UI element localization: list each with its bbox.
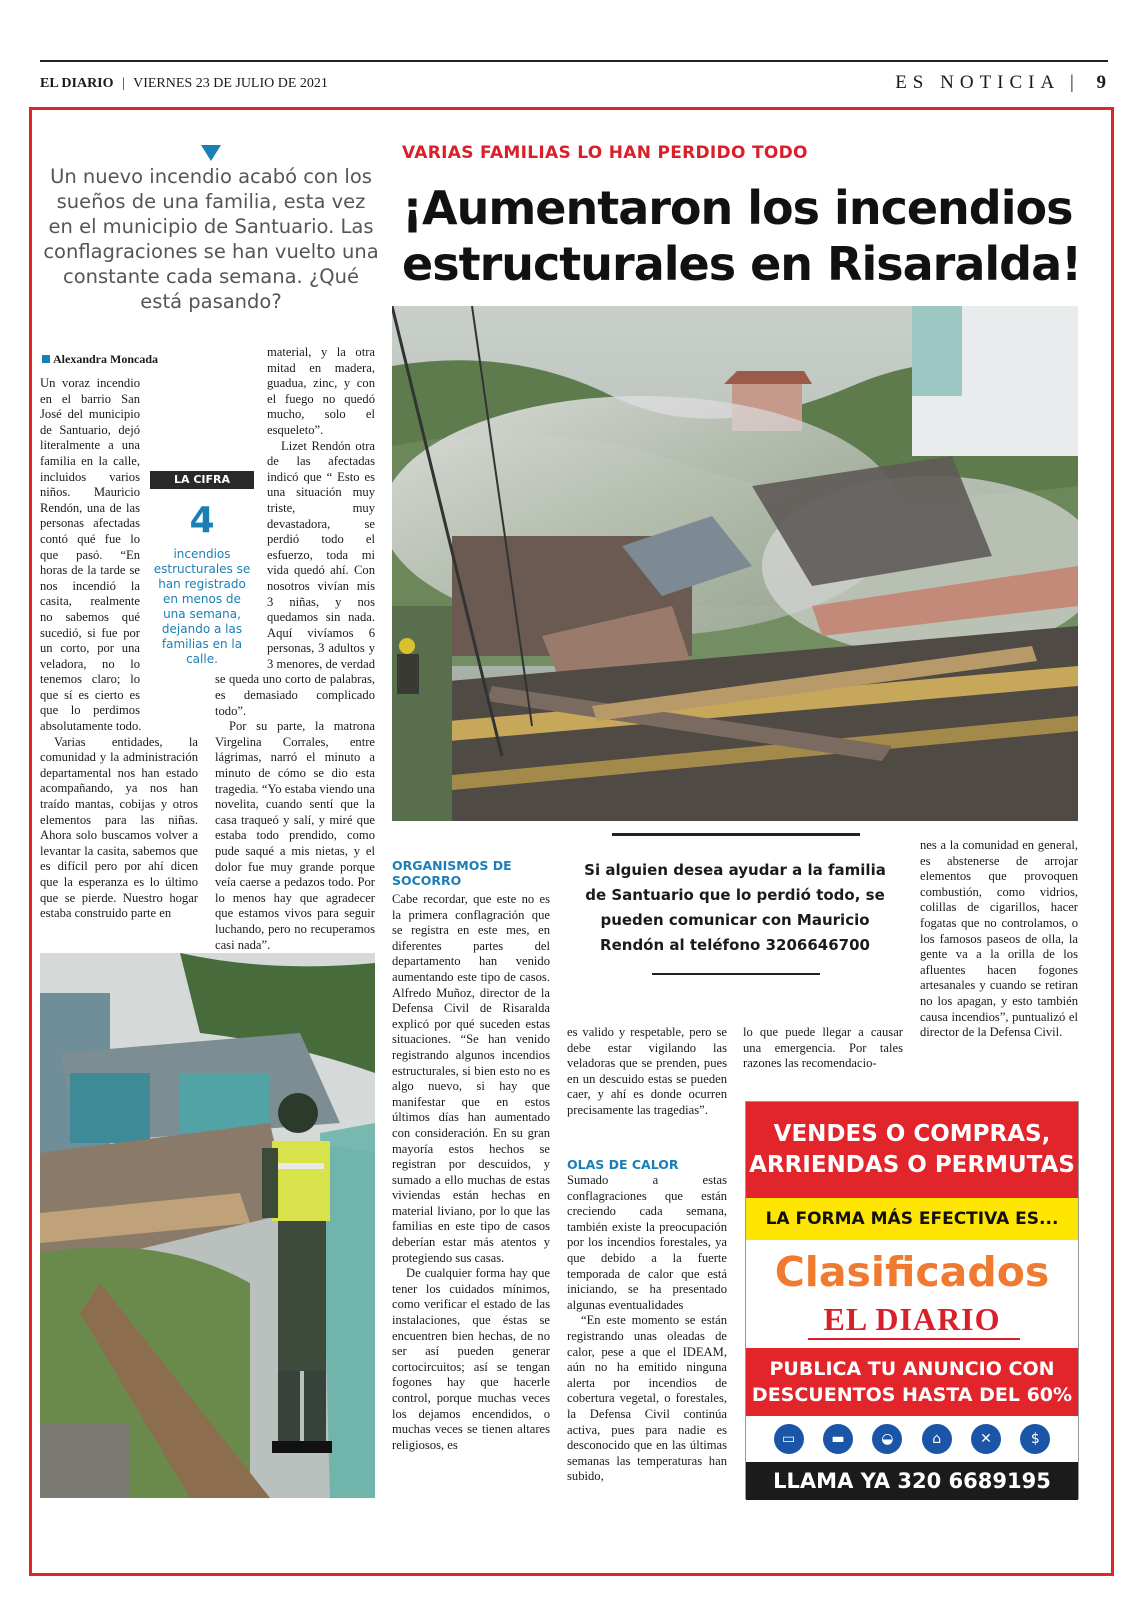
ad-line-1: VENDES O COMPRAS,	[773, 1121, 1051, 1147]
tv-icon: ▭	[774, 1424, 804, 1454]
section-name: ES NOTICIA	[895, 72, 1060, 93]
ad-promo-line-2: DESCUENTOS HASTA DEL 60%	[751, 1384, 1073, 1406]
ad-yellow-banner: LA FORMA MÁS EFECTIVA ES...	[746, 1198, 1078, 1240]
byline	[42, 352, 158, 367]
paragraph: Sumado a estas conflagraciones que están creciendo cada semana, también existe la preocupación por los incendios forestales, ya que debido a la fuerte temporada de calor que está iniciando, se ha presentado algunas eventualidades	[567, 1173, 727, 1312]
column-6	[920, 838, 1078, 1041]
page-separator: |	[1069, 72, 1080, 93]
paragraph: material, y la otra mitad en madera, guadua, zinc, y con el fuego no quedó mucho, solo el esqueleto”.	[267, 345, 375, 437]
header-separator: |	[122, 76, 125, 91]
paper-name: EL DIARIO	[40, 76, 114, 91]
ad-line-2: ARRIENDAS O PERMUTAS	[749, 1152, 1075, 1178]
headline: ¡Aumentaron los incendios estructurales en Risaralda!	[402, 181, 1082, 291]
issue-date: VIERNES 23 DE JULIO DE 2021	[133, 76, 328, 91]
subhead-organismos: ORGANISMOS DE SOCORRO	[392, 858, 512, 888]
column-4b	[567, 1173, 727, 1485]
police-photo	[40, 953, 375, 1498]
classifieds-ad[interactable]	[745, 1101, 1079, 1499]
paragraph: nes a la comunidad en general, es abstenerse de arrojar elementos que provoquen combustión, como vidrios, colillas de cigarillos, hacer fogatas que no controlamos, o los famosos paseos de olla, la gente va a la orilla de los afluentes hacen fogones artesanales y cuando se retiran no los apagan, y esto también causa incendios”, puntualizó el director de la Defensa Civil.	[920, 838, 1078, 1040]
ad-brand-underline	[808, 1338, 1020, 1340]
ad-clasificados: Clasificados	[774, 1248, 1050, 1296]
column-4a	[567, 1025, 727, 1119]
cifra-text: incendios estructurales se han registrado en menos de una semana, dejando a las familias en la calle.	[153, 547, 251, 666]
house-icon: ⌂	[922, 1424, 952, 1454]
paragraph: lo que puede llegar a causar una emergencia. Por tales razones las recomendacio-	[743, 1025, 903, 1071]
paragraph: Varias entidades, la comunidad y la administración departamental nos han estado acompañando, ya nos han traído mantas, cobijas y otros elementos para las niñas. Ahora solo buscamos volver a levantar la casita, sabemos que es difícil pero por ahí dicen que la esperanza es lo último que se pierde. Nuestro hogar estaba construido parte en	[40, 734, 198, 921]
paragraph: “En este momento se están registrando unas oleadas de calor, pese a que el IDEAM, aún no ha emitido ninguna alerta por incendios de cobertura vegetal, o forestales, la Defensa Civil continúa activa, pues para nadie es desconocido que en las últimas semanas las temperaturas han subido,	[567, 1313, 727, 1484]
author-name: Alexandra Moncada	[53, 352, 158, 366]
ad-promo	[746, 1348, 1078, 1416]
byline-square-icon	[42, 355, 50, 363]
ad-headline	[746, 1102, 1078, 1198]
paragraph: es valido y respetable, pero se debe estar vigilando las veladoras que se prenden, pues en un descuido estas se pueden caer, y ahí es donde ocurren precisamente las tragedias”.	[567, 1025, 727, 1117]
subhead-olas-de-calor: OLAS DE CALOR	[567, 1157, 679, 1172]
ad-icon-row	[746, 1416, 1078, 1462]
header-left	[40, 76, 328, 92]
sofa-icon: ▬	[823, 1424, 853, 1454]
tools-icon: ✕	[971, 1424, 1001, 1454]
car-icon: ◒	[872, 1424, 902, 1454]
paragraph: Cabe recordar, que este no es la primera conflagración que se registra en este mes, en diferentes partes del departamento han venido aumentando este tipo de casos. Alfredo Muñoz, director de la Defensa Civil de Risaralda explicó por qué suceden estas situaciones. “Se han venido registrando algunos incendios estructurales, si bien esto no es algo nuevo, si hay que manifestar que en estos últimos días han aumentado con consideración. En su gran mayoría estos hechos se registran por descuidos, y sumado a ello muchas de estas viviendas están hechas en material liviano, por lo que las familias en este tipo de casos deberían estar más atentos y protegiendo sus casas.	[392, 892, 550, 1265]
main-photo-fire-debris	[392, 306, 1078, 821]
quote-rule-bottom	[652, 973, 820, 975]
ad-brand-logo: EL DIARIO	[823, 1301, 1001, 1337]
kicker: VARIAS FAMILIAS LO HAN PERDIDO TODO	[402, 143, 808, 163]
paragraph: De cualquier forma hay que tener los cuidados mínimos, como verificar el estado de las instalaciones, que éstas se encuentren bien hechas, de no ser así pueden generar cortocircuitos; así se tengan fogones hay que hacerle control, porque muchas veces los dejamos encendidos, o muchas veces se tienen altares religiosos, es	[392, 1266, 550, 1452]
pull-quote: Si alguien desea ayudar a la familia de Santuario que lo perdió todo, se pueden comunicar con Mauricio Rendón al teléfono 3206646700	[584, 861, 886, 954]
quote-rule-top	[612, 833, 860, 836]
paragraph: Lizet Rendón otra de las afectadas indicó que “ Esto es una situación muy triste, muy devastadora, se perdió todo el esfuerzo, toda mi vida quedó ahí. Con nosotros vivían mis 3 niñas, y nos quedamos sin nada. Aquí vivíamos 6 personas, 3 adultos y 3 menores, de verdad se queda uno corto de palabras, es demasiado complicado todo”.	[215, 438, 375, 718]
teaser: Un nuevo incendio acabó con los sueños de una familia, esta vez en el municipio de Santuario. Las conflagraciones se han vuelto una constante cada semana. ¿Qué está pasando?	[43, 165, 379, 313]
header-rule	[40, 60, 1108, 62]
ad-phone-line[interactable]: LLAMA YA 320 6689195	[746, 1462, 1078, 1500]
paragraph: Un voraz incendio en el barrio San José del municipio de Santuario, dejó literalmente a una familia en la calle, incluidos varios niños. Mauricio Rendón, una de las personas afectadas contó qué fue lo que pasó. “En horas de la tarde se nos incendió la casita, realmente no sabemos qué sucedió, si fue por un corto, por una veladora, no lo tenemos claro; lo que sí es cierto es que lo perdimos absolutamente todo.	[40, 376, 142, 734]
cifra-label: LA CIFRA	[150, 471, 254, 489]
column-5	[743, 1025, 903, 1072]
column-3	[392, 892, 550, 1453]
money-bag-icon: $	[1020, 1424, 1050, 1454]
cifra-number: 4	[189, 500, 215, 541]
header-right	[895, 72, 1106, 94]
page-number: 9	[1096, 72, 1106, 93]
down-arrow-icon	[201, 145, 221, 161]
ad-promo-line-1: PUBLICA TU ANUNCIO CON	[769, 1358, 1055, 1380]
paragraph: Por su parte, la matrona Virgelina Corrales, entre lágrimas, narró el minuto a minuto de cómo se dio esta tragedia. “Yo estaba viendo una novelita, cuando sentí que la casa traqueó y salí, y miré que estaba todo prendido, como pude saqué a mis nietas, y el dolor fue muy grande porque veía caerse a pedazos todo. Por lo menos hay que agradecer que estamos vivos para seguir luchando, pero no recuperamos casi nada”.	[215, 719, 375, 952]
